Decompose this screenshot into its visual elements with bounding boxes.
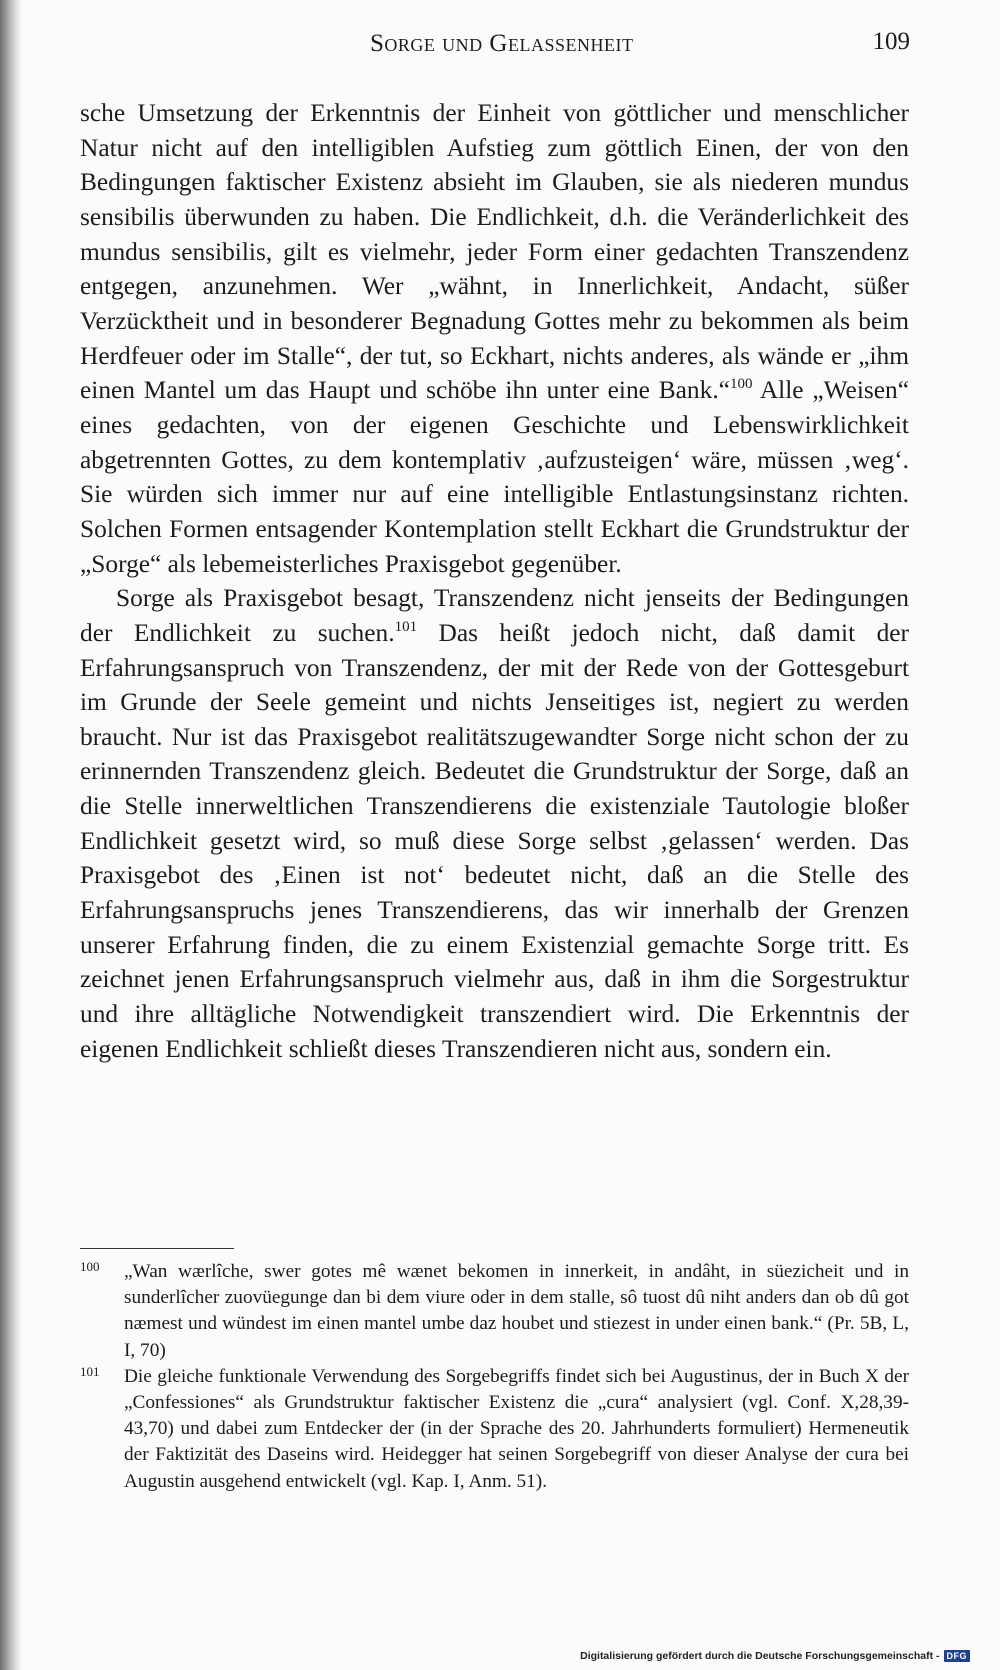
footnotes (80, 1259, 909, 1495)
footnote-ref-100[interactable]: 100 (729, 376, 753, 393)
running-head: Sorge und Gelassenheit (370, 30, 634, 57)
footnote-text: Die gleiche funktionale Verwendung des Sorgebegriffs findet sich bei Augustinus, der in Buch X der „Confessiones“ als Grundstruktur faktischer Existenz die „cura“ analysiert (vgl. Conf. X,28,39-43,70) und dabei zum Entdecker der (in der Sprache des 20. Jahrhunderts formuliert) Hermeneutik der Faktizität des Daseins wird. Heidegger hat seinen Sorgebegriff von dieser Analyse der cura bei Augustin ausgehend entwickelt (vgl. Kap. I, Anm. 51). (124, 1365, 909, 1492)
footnote-101 (80, 1364, 909, 1495)
main-text (80, 96, 909, 1066)
paragraph-2-continuation: Das heißt jedoch nicht, daß damit der Erfahrungsanspruch von Transzendenz, der mit der Rede von der Gottesgeburt im Grunde der Seele gemeint und nichts Jenseitiges ist, negiert zu werden braucht. Nur ist das Praxisgebot realitätszugewandter Sorge nicht schon der zu erinnernden Transzendenz gleich. Bedeutet die Grundstruktur der Sorge, daß an die Stelle innerweltlichen Transzendierens die existenziale Tautologie bloßer Endlichkeit gesetzt wird, so muß diese Sorge selbst ‚gelassen‘ werden. Das Praxisgebot des ‚Einen ist not‘ bedeutet nicht, daß an die Stelle des Erfahrungsanspruchs jenes Transzendierens, das wir innerhalb der Grenzen unserer Erfahrung finden, die zu einem Existenzial gemachte Sorge tritt. Es zeichnet jenen Erfahrungsanspruch vielmehr aus, daß in ihm die Sorgestruktur und ihre alltägliche Notwendigkeit transzendiert wird. Die Erkenntnis der eigenen Endlichkeit schließt dieses Transzendieren nicht aus, sondern ein. (80, 618, 909, 1063)
footnote-ref-101[interactable]: 101 (394, 618, 418, 635)
dfg-logo: DFG (944, 1650, 971, 1662)
footnote-number: 100 (80, 1259, 100, 1274)
paragraph-1 (80, 96, 909, 581)
digitization-credit (580, 1650, 970, 1662)
paragraph-2-text: Sorge als Praxisgebot besagt, Transzendenz nicht jenseits der Bedingungen der Endlichkeit zu suchen. (80, 584, 909, 647)
footnote-text: „Wan wærlîche, swer gotes mê wænet bekomen in innerkeit, in andâht, in süezicheit und in sunderlîcher zuovüegunge dan bi dem viure oder in dem stalle, sô tuost dû niht anders dan ob dû got næmest und wündest im einen mantel umbe daz houbet und stiezest in under einen bank.“ (Pr. 5B, L, I, 70) (124, 1261, 909, 1361)
paragraph-1-continuation: Alle „Weisen“ eines gedachten, von der eigenen Geschichte und Lebenswirklichkeit abgetrennten Gottes, zu dem kontemplativ ‚aufzusteigen‘ wäre, müssen ‚weg‘. Sie würden sich immer nur auf eine intelligible Entlastungsinstanz richten. Solchen Formen entsagender Kontemplation stellt Eckhart die Grundstruktur der „Sorge“ als lebemeisterliches Praxisgebot gegenüber. (80, 376, 909, 578)
footnote-number: 101 (80, 1363, 100, 1379)
page-gutter-shadow (0, 0, 22, 1670)
footnote-separator (80, 1248, 234, 1249)
page-number: 109 (872, 28, 910, 55)
footnote-100 (80, 1259, 909, 1364)
credit-text: Digitalisierung gefördert durch die Deutsche Forschungsgemeinschaft - (580, 1650, 940, 1662)
page-header (80, 26, 920, 60)
paragraph-2 (80, 581, 909, 1066)
paragraph-1-text: sche Umsetzung der Erkenntnis der Einheit von göttlicher und menschlicher Natur nicht auf den intelligiblen Aufstieg zum göttlich Einen, der von den Bedingungen faktischer Existenz absieht im Glauben, sie als niederen mundus sensibilis überwunden zu haben. Die Endlichkeit, d.h. die Veränderlichkeit des mundus sensibilis, gilt es vielmehr, jeder Form einer gedachten Transzendenz entgegen, anzunehmen. Wer „wähnt, in Innerlichkeit, Andacht, süßer Verzücktheit und in besonderer Begnadung Gottes mehr zu bekommen als beim Herdfeuer oder im Stalle“, der tut, so Eckhart, nichts anderes, als wände er „ihm einen Mantel um das Haupt und schöbe ihn unter eine Bank.“ (80, 99, 909, 405)
